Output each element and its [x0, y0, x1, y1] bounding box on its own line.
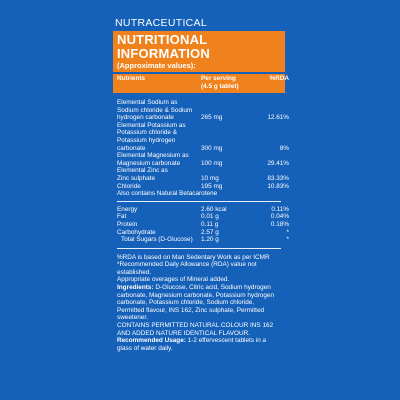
col-header-rda: %RDA — [269, 75, 289, 82]
colour-note: CONTAINS PERMITTED NATURAL COLOUR INS 162 AND ADDED NATURE IDENTICAL FLAVOUR. — [117, 322, 274, 337]
nutrient-rda: * — [286, 228, 289, 236]
nutrient-rda: 83.33% — [267, 174, 289, 182]
nutrient-rda: * — [286, 236, 289, 244]
nutrient-row — [117, 121, 289, 152]
rda-basis-note: %RDA is based on Man Sedentary Work as per ICMR — [117, 253, 270, 261]
nutrient-amount: 2.57 g — [201, 228, 219, 236]
col-header-per-serving: Per serving (4.5 g tablet) — [201, 75, 239, 90]
title-band — [113, 31, 285, 72]
nutrient-name: Protein — [117, 220, 138, 228]
nutrient-amount: 2.60 kcal — [201, 205, 227, 213]
nutrient-rows — [113, 93, 289, 244]
nutrient-row — [117, 228, 289, 237]
rda-not-established-note: *Recommended Daily Allowance (RDA) value not established. — [117, 261, 257, 276]
nutrient-rda: 0.18% — [270, 220, 289, 228]
nutrient-rda: 0.04% — [270, 213, 289, 221]
nutrient-row — [117, 182, 289, 191]
nutrient-amount: 195 mg — [201, 182, 223, 190]
usage — [117, 337, 281, 352]
category-label: NUTRACEUTICAL — [115, 17, 207, 29]
nutrient-name: Total Sugars (D-Glucose) — [121, 236, 193, 244]
nutrient-row — [117, 236, 289, 244]
nutrient-amount: 300 mg — [201, 144, 223, 152]
overages-note: Appropriate overages of Mineral added. — [117, 276, 230, 284]
nutrient-name: Elemental Sodium as Sodium chloride & Sodium hydrogen carbonate — [117, 99, 193, 122]
nutrient-rda: 12.61% — [267, 114, 289, 122]
nutrient-row — [117, 220, 289, 229]
nutrient-rda: 10.83% — [267, 182, 289, 190]
nutrient-row — [117, 167, 289, 182]
ingredients-text: D-Glucose, Citric acid, Sodium hydrogen carbonate, Magnesium carbonate, Potassium hydrogen carbonate, Potassium chloride, Sodium chloride, Permitted flavour, INS 162, Zinc sulphate, Permitted sweetener. — [117, 284, 275, 322]
nutrient-rda: 29.41% — [267, 159, 289, 167]
energy-rows — [117, 205, 289, 244]
nutrient-name: Carbohydrate — [117, 228, 156, 236]
nutrient-row — [117, 152, 289, 167]
nutrient-row — [117, 213, 289, 221]
nutrient-name: Fat — [117, 213, 127, 221]
nutrient-amount: 1.20 g — [201, 236, 219, 244]
nutrient-rda: 8% — [279, 144, 289, 152]
usage-label: Recommended Usage: — [117, 337, 186, 345]
nutrient-name: Elemental Magnesium as Magnesium carbonate — [117, 152, 189, 167]
divider — [117, 201, 281, 202]
col-header-nutrients: Nutrients — [117, 75, 146, 82]
ingredients — [117, 284, 281, 322]
nutrient-amount: 0.01 g — [201, 213, 219, 221]
nutrient-amount: 0.11 g — [201, 220, 219, 228]
nutrient-amount: 10 mg — [201, 174, 219, 182]
nutrient-amount: 265 mg — [201, 114, 223, 122]
subtitle: (Approximate values): — [117, 61, 196, 70]
nutrient-rda: 0.11% — [271, 205, 289, 213]
nutrient-amount: 100 mg — [201, 159, 223, 167]
column-headers — [113, 74, 289, 93]
notes — [113, 254, 285, 353]
nutrition-panel — [113, 17, 289, 352]
nutrient-name: Chloride — [117, 182, 141, 190]
divider — [117, 248, 281, 249]
ingredients-label: Ingredients: — [117, 284, 154, 292]
mineral-rows — [117, 99, 289, 190]
nutrient-name: Energy — [117, 205, 138, 213]
nutrient-name: Elemental Potassium as Potassium chloride & Potassium hydrogen carbonate — [117, 121, 186, 152]
also-contains: Also contains Natural Betacarotene — [117, 190, 218, 198]
title: NUTRITIONAL INFORMATION — [117, 32, 210, 61]
usage-text: 1-2 effervescent tablets in a glass of water daily. — [117, 337, 267, 352]
nutrient-row — [117, 205, 289, 214]
nutrient-name: Elemental Zinc as Zinc sulphate — [117, 167, 168, 182]
nutrient-row — [117, 99, 289, 122]
